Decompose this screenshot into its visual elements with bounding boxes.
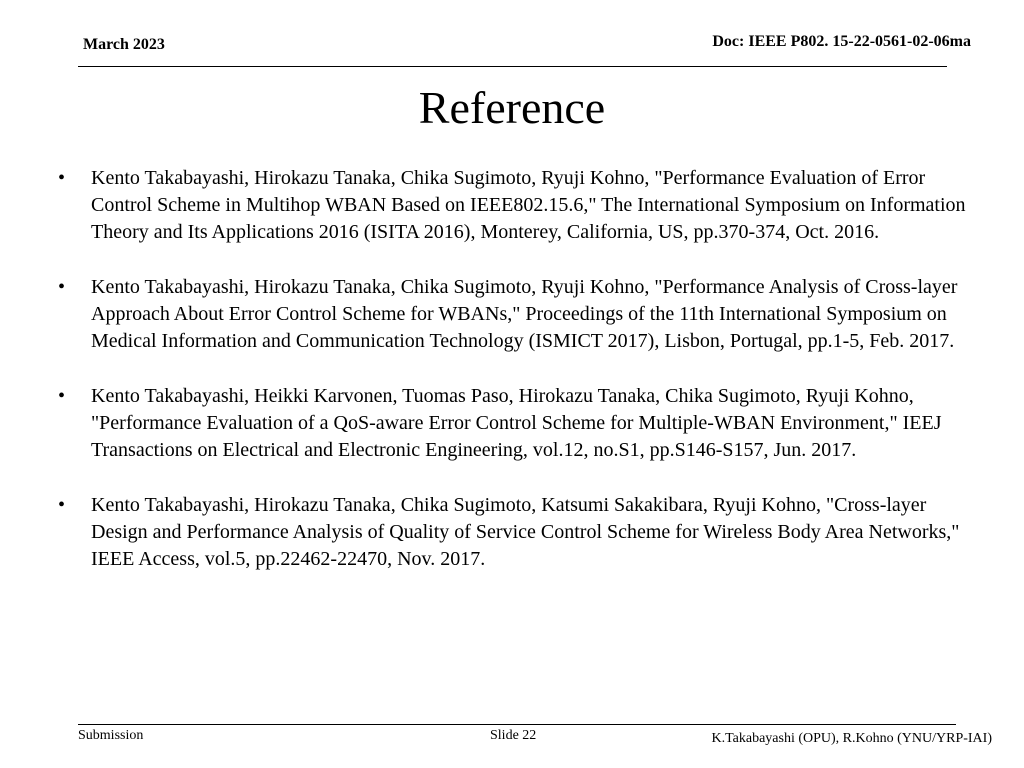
reference-text: Kento Takabayashi, Hirokazu Tanaka, Chika Sugimoto, Ryuji Kohno, "Performance Evaluation of Error Control Scheme in Multihop WBAN Based on IEEE802.15.6," The International Symposium on Information Theory and Its Applications 2016 (ISITA 2016), Monterey, California, US, pp.370-374, Oct. 2016. bbox=[91, 167, 966, 243]
footer-authors: K.Takabayashi (OPU), R.Kohno (YNU/YRP-IAI) bbox=[711, 731, 992, 746]
footer-submission: Submission bbox=[78, 728, 144, 743]
bullet-icon: • bbox=[58, 167, 66, 189]
bullet-icon: • bbox=[58, 494, 66, 516]
header-date: March 2023 bbox=[83, 36, 165, 53]
footer-slide-number: Slide 22 bbox=[490, 728, 537, 743]
reference-item bbox=[58, 274, 968, 355]
reference-item bbox=[58, 492, 968, 573]
bullet-icon: • bbox=[58, 385, 66, 407]
reference-item bbox=[58, 383, 968, 464]
bullet-icon: • bbox=[58, 276, 66, 298]
footer-divider bbox=[78, 724, 956, 725]
slide-title: Reference bbox=[418, 82, 606, 133]
header-divider bbox=[78, 66, 947, 67]
reference-text: Kento Takabayashi, Hirokazu Tanaka, Chika Sugimoto, Ryuji Kohno, "Performance Analysis of Cross-layer Approach About Error Control Scheme for WBANs," Proceedings of the 11th International Symposium on Medical Information and Communication Technology (ISMICT 2017), Lisbon, Portugal, pp.1-5, Feb. 2017. bbox=[91, 276, 958, 352]
reference-item bbox=[58, 165, 968, 246]
reference-text: Kento Takabayashi, Heikki Karvonen, Tuomas Paso, Hirokazu Tanaka, Chika Sugimoto, Ryuji Kohno, "Performance Evaluation of a QoS-aware Error Control Scheme for Multiple-WBAN Environment," IEEJ Transactions on Electrical and Electronic Engineering, vol.12, no.S1, pp.S146-S157, Jun. 2017. bbox=[91, 385, 942, 461]
reference-list bbox=[58, 165, 968, 601]
reference-text: Kento Takabayashi, Hirokazu Tanaka, Chika Sugimoto, Katsumi Sakakibara, Ryuji Kohno, "Cross-layer Design and Performance Analysis of Quality of Service Control Scheme for Wireless Body Area Networks," IEEE Access, vol.5, pp.22462-22470, Nov. 2017. bbox=[91, 494, 960, 570]
header-doc-id: Doc: IEEE P802. 15-22-0561-02-06ma bbox=[712, 33, 971, 50]
